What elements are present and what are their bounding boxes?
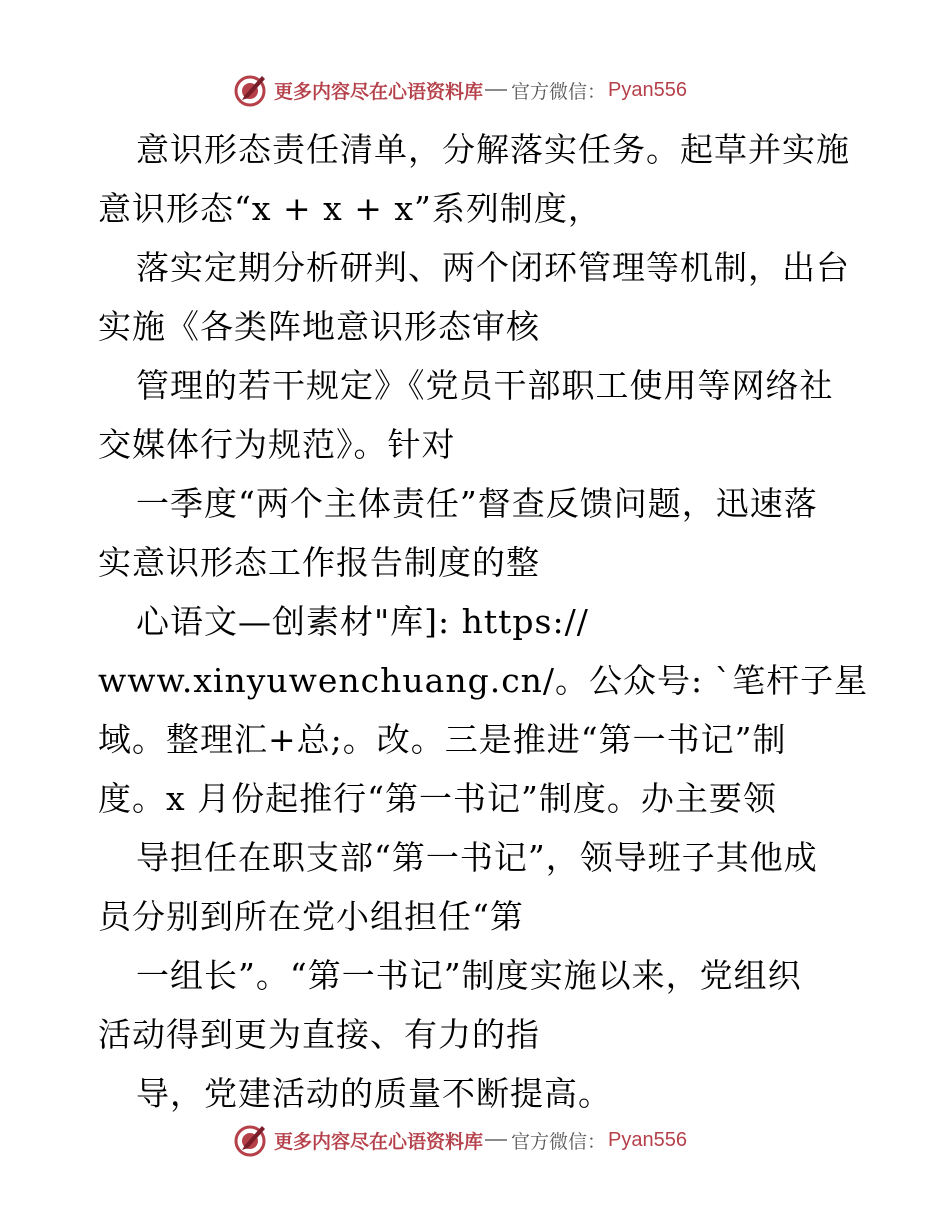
official-wechat-label: 官方微信： [511,1130,607,1153]
body-line: 一季度“两个主体责任”督查反馈问题，迅速落 [136,484,818,523]
body-line: 意识形态责任清单，分解落实任务。起草并实施 [136,130,850,169]
body-line: 导担任在职支部“第一书记”，领导班子其他成 [136,838,818,877]
document-body [98,120,918,1123]
body-line: www.xinyuwenchuang.cn/。公众号: `笔杆子星 [98,661,869,700]
banner-dash [485,1139,507,1141]
body-line: 实施《各类阵地意识形态审核 [98,307,540,346]
promo-text: 更多内容尽在心语资料库 [274,1130,484,1153]
wechat-id: Pyan556 [608,78,687,101]
banner-dash [485,89,507,91]
quill-circle-logo-icon [232,72,268,108]
body-line: 管理的若干规定》《党员干部职工使用等网络社 [136,366,834,405]
footer-banner [232,1122,687,1158]
wechat-id: Pyan556 [608,1128,687,1151]
body-line: 交媒体行为规范》。针对 [98,425,456,464]
promo-text: 更多内容尽在心语资料库 [274,80,484,103]
body-line: 意识形态“x + x + x”系列制度， [98,189,602,228]
body-line: 域。整理汇+总;。改。三是推进“第一书记”制 [98,720,787,759]
body-line: 员分别到所在党小组担任“第 [98,897,524,936]
official-wechat-label: 官方微信： [511,80,607,103]
body-line: 导，党建活动的质量不断提高。 [136,1074,612,1113]
header-banner [232,72,687,108]
body-line: 落实定期分析研判、两个闭环管理等机制，出台 [136,248,850,287]
body-line: 一组长”。“第一书记”制度实施以来，党组织 [136,956,802,995]
body-line: 活动得到更为直接、有力的指 [98,1015,540,1054]
body-line: 实意识形态工作报告制度的整 [98,543,540,582]
body-line: 心语文—创素材"库]: https:// [136,602,589,641]
quill-circle-logo-icon [232,1122,268,1158]
body-line: 度。x 月份起推行“第一书记”制度。办主要领 [98,779,777,818]
